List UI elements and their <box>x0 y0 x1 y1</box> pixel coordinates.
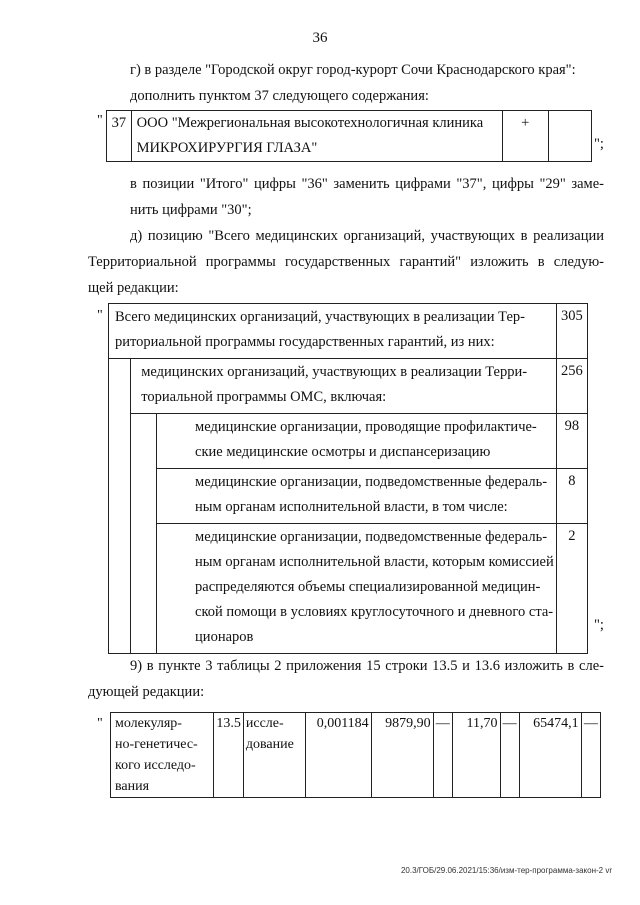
table2-row-1 <box>109 359 588 414</box>
para-9-line1: 9) в пункте 3 таблицы 2 приложения 15 строки 13.5 и 13.6 изложить в сле- <box>130 658 604 674</box>
table2 <box>108 303 588 654</box>
table2-indent-f <box>109 524 131 654</box>
table1-close: "; <box>594 136 604 152</box>
table2-row2-text <box>157 414 557 469</box>
table2-row3-line2: ным органам исполнительной власти, в том числе: <box>195 499 508 515</box>
para-d-line2: Территориальной программы государственных гарантий" изложить в следую- <box>88 254 604 270</box>
table3-v5: — <box>500 713 519 798</box>
table1-num: 37 <box>107 111 132 162</box>
table2-indent-g <box>131 524 157 654</box>
table2-row3-value: 8 <box>556 469 587 524</box>
table3-name-line4: вания <box>115 779 150 794</box>
table3-v7: — <box>581 713 600 798</box>
para-9-line2: дующей редакции: <box>88 684 205 700</box>
para-itogo-line1: в позиции "Итого" цифры "36" заменить цифрами "37", цифры "29" заме- <box>130 176 604 192</box>
table3-v4: 11,70 <box>452 713 500 798</box>
table2-row1-line2: ториальной программы ОМС, включая: <box>141 389 387 405</box>
table2-row4-line5: ционаров <box>195 629 254 645</box>
table3-v3: — <box>433 713 452 798</box>
table2-row-0 <box>109 304 588 359</box>
footer-doc-id: 20.3/ГОБ/29.06.2021/15:36/изм-тер-программа-закон-2 vr <box>400 866 612 875</box>
table2-row-3 <box>109 469 588 524</box>
table1-name-line1: ООО "Межрегиональная высокотехнологичная клиника <box>136 115 484 131</box>
table2-indent-c <box>131 414 157 469</box>
table2-row1-text <box>131 359 556 414</box>
para-g-line1: г) в разделе "Городской округ город-курорт Сочи Краснодарского края": <box>130 62 576 78</box>
table2-row4-line3: распределяются объемы специализированной медицин- <box>195 579 541 595</box>
para-d-line1: д) позицию "Всего медицинских организаций, участвующих в реализации <box>130 228 604 244</box>
table1-name <box>131 111 502 162</box>
table3-unit-line1: иссле- <box>245 716 284 731</box>
table2-row0-line2: риториальной программы государственных гарантий, из них: <box>115 334 495 350</box>
table2-row0-value: 305 <box>556 304 587 359</box>
table3 <box>110 712 601 798</box>
table2-row4-line2: ным органам исполнительной власти, которым комиссией <box>195 554 554 570</box>
table2-row4-line1: медицинские организации, подведомственные федераль- <box>195 529 548 545</box>
table2-row0-text <box>109 304 557 359</box>
table3-name <box>111 713 214 798</box>
table1-name-line2: МИКРОХИРУРГИЯ ГЛАЗА" <box>136 140 318 156</box>
table3-unit-line2: дование <box>245 737 294 752</box>
table1-mark: + <box>502 111 548 162</box>
table1-open-quote: " <box>97 113 103 128</box>
table3-v2: 9879,90 <box>371 713 433 798</box>
table1 <box>106 110 592 162</box>
table2-open-quote: " <box>97 308 103 323</box>
table3-v1: 0,001184 <box>305 713 371 798</box>
table2-indent-d <box>109 469 131 524</box>
table2-row1-line1: медицинских организаций, участвующих в реализации Терри- <box>141 364 528 380</box>
table2-row2-line2: ские медицинские осмотры и диспансеризацию <box>195 444 491 460</box>
table2-row4-text <box>157 524 557 654</box>
table2-row4-value: 2 <box>556 524 587 654</box>
table3-unit <box>243 713 305 798</box>
para-itogo-line2: нить цифрами "30"; <box>130 202 252 218</box>
page-number: 36 <box>312 30 328 46</box>
table2-close: "; <box>594 617 604 633</box>
table2-row-4 <box>109 524 588 654</box>
table3-name-line1: молекуляр- <box>115 716 182 731</box>
para-d-line3: щей редакции: <box>88 280 179 296</box>
table2-row2-value: 98 <box>556 414 587 469</box>
table2-row0-line1: Всего медицинских организаций, участвующих в реализации Тер- <box>115 309 525 325</box>
table3-name-line3: кого исследо- <box>115 758 196 773</box>
table2-row3-line1: медицинские организации, подведомственные федераль- <box>195 474 548 490</box>
table2-row2-line1: медицинские организации, проводящие профилактиче- <box>195 419 537 435</box>
table2-indent-e <box>131 469 157 524</box>
table2-row-2 <box>109 414 588 469</box>
table3-code: 13.5 <box>214 713 243 798</box>
table3-v6: 65474,1 <box>519 713 581 798</box>
table2-indent-a <box>109 359 131 414</box>
table2-indent-b <box>109 414 131 469</box>
table2-row1-value: 256 <box>556 359 587 414</box>
table3-open-quote: " <box>97 716 103 731</box>
table2-row4-line4: ской помощи в условиях круглосуточного и дневного ста- <box>195 604 554 620</box>
table1-empty <box>548 111 591 162</box>
para-g-line2: дополнить пунктом 37 следующего содержания: <box>130 88 429 104</box>
table3-name-line2: но-генетичес- <box>115 737 198 752</box>
table2-row3-text <box>157 469 557 524</box>
